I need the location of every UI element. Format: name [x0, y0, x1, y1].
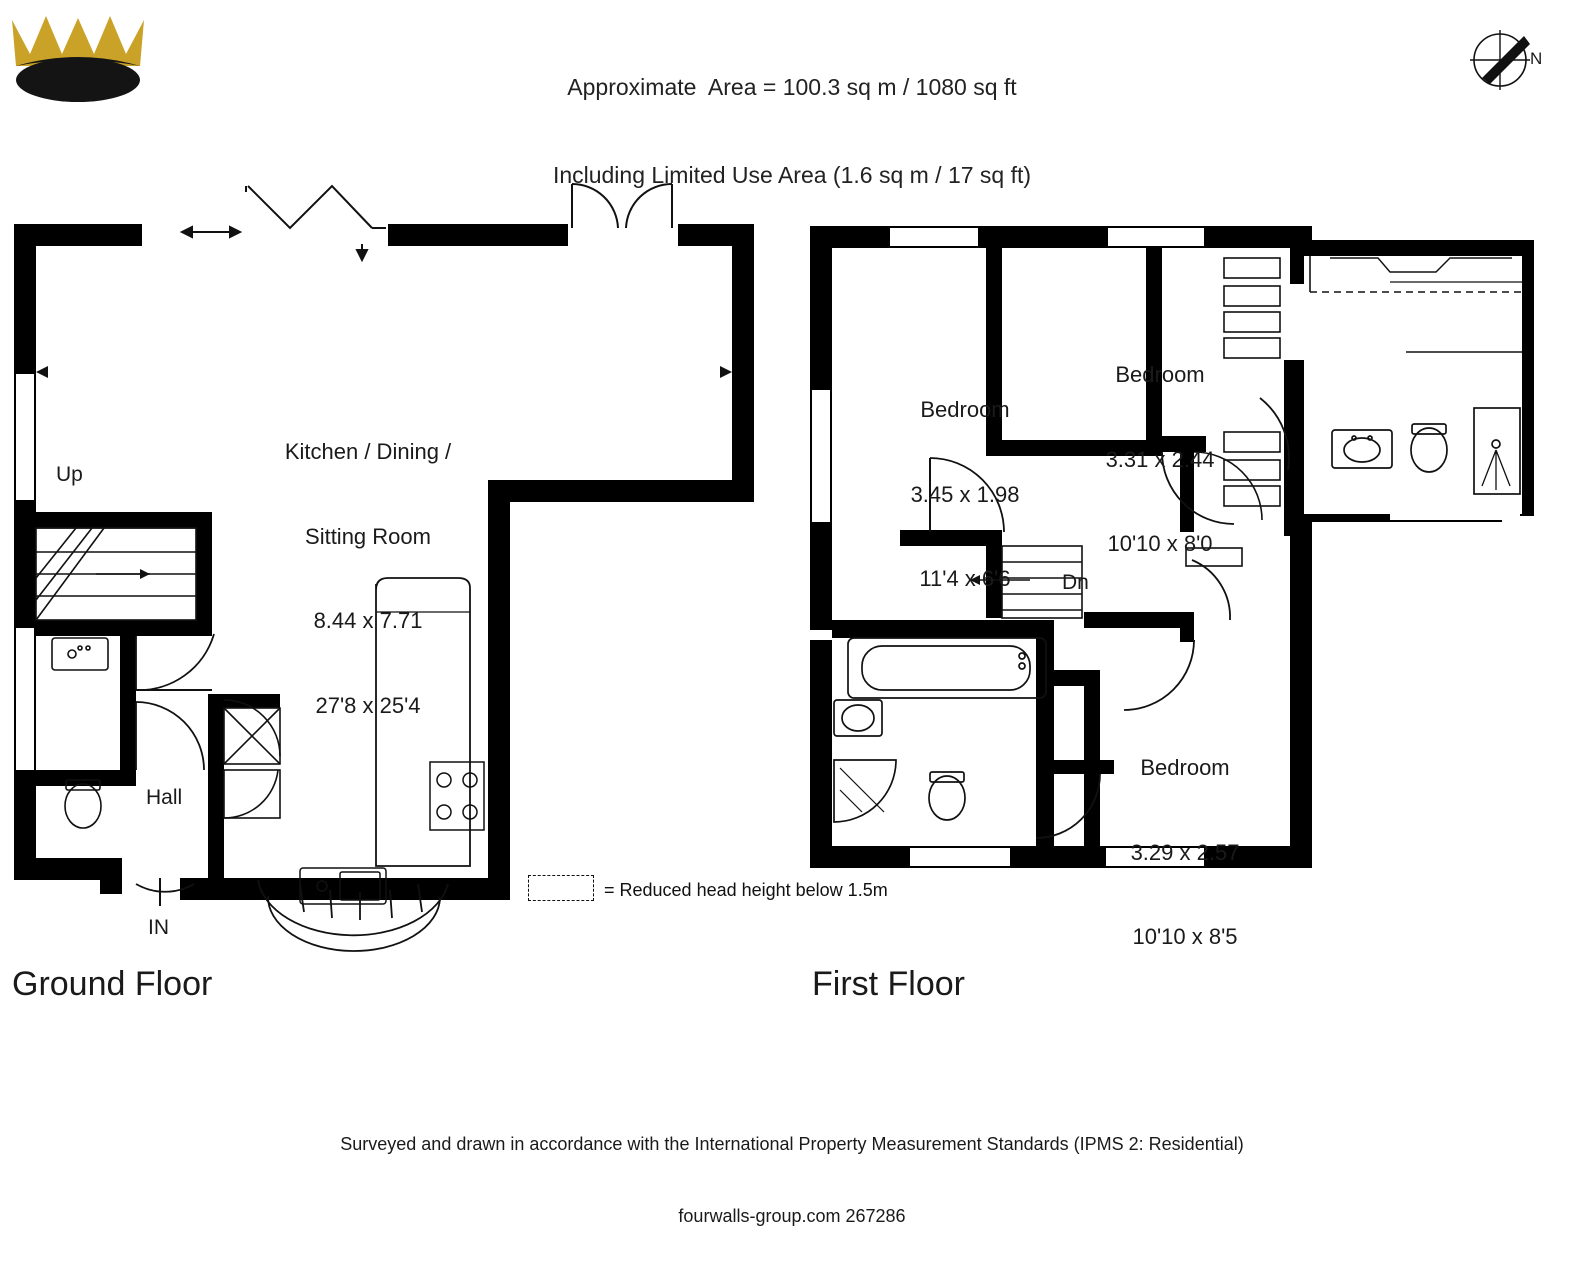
entrance-in-label: IN	[148, 916, 169, 939]
ground-floor-title: Ground Floor	[12, 965, 213, 1003]
room-name-line-2: Sitting Room	[305, 523, 431, 549]
room-dim-imperial: 11'4 x 6'6	[919, 566, 1011, 592]
room-label-kitchen-dining-sitting	[248, 382, 488, 776]
room-dim-imperial: 10'10 x 8'0	[1107, 531, 1213, 557]
area-line-2: Including Limited Use Area (1.6 sq m / 17 sq ft)	[552, 162, 1032, 189]
first-floor-title: First Floor	[812, 965, 965, 1003]
room-dim-metric: 3.45 x 1.98	[910, 481, 1020, 507]
room-dim-metric: 8.44 x 7.71	[313, 608, 423, 634]
footer-line-2: fourwalls-group.com 267286	[678, 1206, 906, 1227]
room-label-bedroom-2	[1035, 305, 1285, 615]
stairs-up-label: Up	[56, 463, 83, 486]
footer	[0, 1085, 1584, 1275]
footer-line-1: Surveyed and drawn in accordance with the International Property Measurement Standards (IPMS 2: Residential)	[340, 1134, 1244, 1155]
room-dim-imperial: 10'10 x 8'5	[1132, 924, 1238, 950]
area-line-1: Approximate Area = 100.3 sq m / 1080 sq ft	[567, 73, 1017, 100]
legend-label: = Reduced head height below 1.5m	[604, 880, 888, 900]
room-name: Bedroom	[920, 397, 1010, 423]
hall-label: Hall	[146, 786, 183, 809]
room-name: Bedroom	[1115, 362, 1205, 388]
legend-swatch	[528, 875, 594, 901]
room-label-bedroom-3	[1060, 698, 1310, 1008]
stairs-down-label: Dn	[1062, 571, 1089, 594]
room-name: Bedroom	[1140, 755, 1230, 781]
first-floor-plan	[790, 0, 1584, 960]
compass-north-label: N	[1530, 49, 1543, 68]
ground-floor-plan	[0, 0, 790, 960]
room-dim-imperial: 27'8 x 25'4	[315, 692, 421, 718]
room-name-line-1: Kitchen / Dining /	[284, 439, 452, 465]
room-dim-metric: 3.29 x 2.57	[1130, 839, 1240, 865]
room-dim-metric: 3.31 x 2.44	[1105, 446, 1215, 472]
